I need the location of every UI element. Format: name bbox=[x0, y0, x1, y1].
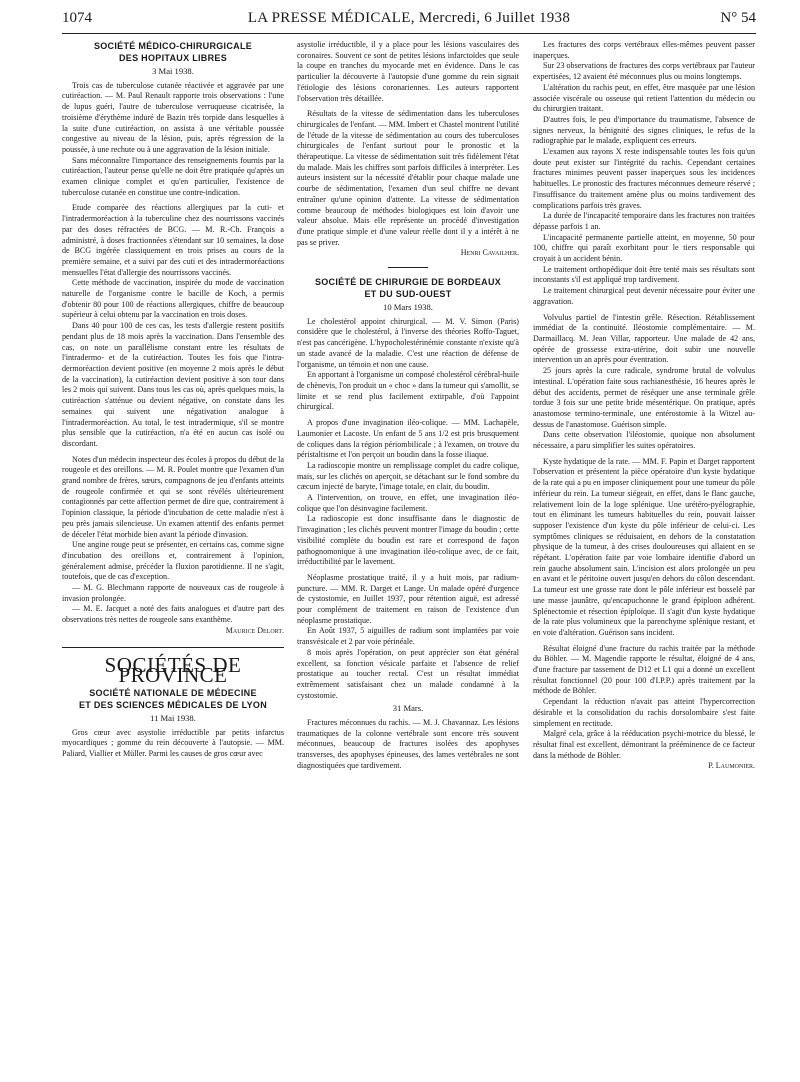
paragraph: L'examen aux rayons X reste indispensable toutes les fois qu'un doute peut exister sur l'intégrité du rachis. Cependant certaines fractures minimes peuvent passer inaperçues sous les incidences habituelles. Le pronostic des fractures méconnues demeure réservé ; l'insuffisance du traitement amène plus ou moins tardivement des complications parfois très graves. bbox=[533, 147, 755, 210]
paragraph: Sur 23 observations de fractures des corps vertébraux par l'auteur expertisées, 12 avaient été méconnues plus ou moins longtemps. bbox=[533, 61, 755, 82]
paragraph: Le traitement chirurgical peut devenir nécessaire pour éviter une aggravation. bbox=[533, 286, 755, 306]
paragraph: Gros cœur avec asystolie irréductible par petits infarctus myocardiques ; gomme du rein découverte à l'autopsie. — MM. Paliard, Viallier et Müller. Parmi les causes de gros cœur avec bbox=[62, 727, 284, 759]
paragraph: Les fractures des corps vertébraux elles-mêmes peuvent passer inaperçues. bbox=[533, 40, 755, 60]
paragraph: En apportant à l'organisme un composé cholestérol cérébral-huile de chènevis, l'on produit un « choc » dans la tumeur qui s'amollit, se limite et se rend plus facilement extirpable, d'où l'appoint chirurgical. bbox=[297, 370, 519, 412]
author-signature: Maurice Delort. bbox=[225, 625, 284, 635]
paragraph: L'incapacité permanente partielle atteint, en moyenne, 50 pour 100, chiffre qui paraît exorbitant pour le tiers responsable qui croyait à un accident bénin. bbox=[533, 232, 755, 264]
society-heading: ET DES SCIENCES MÉDICALES DE LYON bbox=[78, 699, 268, 710]
session-date: 3 Mai 1938. bbox=[152, 66, 194, 76]
paragraph: Cependant la réduction n'avait pas atteint l'hypercorrection désirable et la consolidation du rachis dorsolombaire s'est faite simplement en rectitude. bbox=[533, 697, 755, 728]
paragraph: La durée de l'incapacité temporaire dans les fractures non traitées dépasse parfois 1 an. bbox=[533, 211, 755, 231]
paragraph: A l'intervention, on trouve, en effet, une invagination iléo-colique que l'on désinvagine facilement. bbox=[297, 493, 519, 513]
page-number: 1074 bbox=[62, 10, 92, 26]
separator-rule bbox=[388, 267, 428, 268]
section-title: SOCIÉTÉS DE PROVINCE bbox=[62, 647, 284, 681]
paragraph: Une angine rouge peut se présenter, en certains cas, comme signe d'incubation des oreillons et, contrairement à l'opinion, généralement admise, précéder la fluxion parotidienne. Il ne s'agit, toutefois, que de cas d'exception. bbox=[62, 540, 284, 582]
column-3 bbox=[533, 40, 755, 772]
paragraph: 25 jours après la cure radicale, syndrome brutal de volvulus intestinal. L'opération faite sous rachianesthésie, 16 heures après le début des accidents, permet de réséquer une anse terminale grêle tordue 3 fois sur une petite bride mésentérique. On pratique, après anastomose termino-terminale, une entérostomie à la Witzel au-dessus de l'anastomose. Guérison simple. bbox=[533, 366, 755, 429]
paragraph: La radioscopie montre un remplissage complet du cadre colique, mais, sur les clichés on aperçoit, se détachant sur le fond sombre du cæcum injecté de baryte, l'image totale, en clair, du boudin. bbox=[297, 460, 519, 492]
paragraph: Kyste hydatique de la rate. — MM. F. Papin et Darget rapportent l'observation et présentent la pièce opératoire d'un kyste hydatique de la rate qui a pu en imposer cliniquement pour une tumeur du pôle inférieur du rein. La tumeur siégeait, en effet, dans le flanc gauche, relativement loin de la loge splénique. Une urétéro-pyélographie, tout en éliminant les tumeurs habituelles du rein, pouvait laisser supposer l'existence d'un kyste du pôle inférieur de celui-ci. Les symptômes cliniques se réduisaient, en dehors de la constatation physique de la tumeur, à des crises douloureuses qui allaient en se répétant. L'opération faite par voie lombaire identifie d'abord un rein gauche absolument sain. L'incision est alors prolongée un peu en avant et le péritoine ouvert jusqu'en dehors du côlon descendant. La tumeur est une grosse rate dont le pôle inférieur est bosselé par une masse jaunâtre, qu'encapuchonne le grand épiploon adhérent. Splénectomie et résection épiploïque. Il s'agit d'un kyste hydatique de la rate plus volumineux que la parenchyme splénique restant, et en voie d'altération. Guérison sans incident. bbox=[533, 456, 755, 637]
society-heading: SOCIÉTÉ DE CHIRURGIE DE BORDEAUX bbox=[314, 277, 502, 288]
paragraph: — M. E. Jacquet a noté des faits analogues et d'autre part des observations très nettes de rougeole sans exanthème. bbox=[62, 604, 284, 625]
paragraph: Résultat éloigné d'une fracture du rachis traitée par la méthode du Böhler. — M. Magendie rapporte le résultat, éloigné de 4 ans, d'une fracture par tassement de D12 et L1 qui a donné un excellent résultat fonctionnel (20 pour 100 d'I.P.P.) après traitement par la méthode de Böhler. bbox=[533, 643, 755, 696]
journal-title: LA PRESSE MÉDICALE, Mercredi, 6 Juillet 1938 bbox=[247, 10, 571, 26]
paragraph: En Août 1937, 5 aiguilles de radium sont implantées par voie transvésicale et 2 par voie périnéale. bbox=[297, 626, 519, 647]
author-signature: Henri Cavailher. bbox=[460, 248, 519, 258]
paragraph: Le traitement orthopédique doit être tenté mais ses résultats sont inconstants s'il est appliqué trop tardivement. bbox=[533, 264, 755, 285]
paragraph: Etude comparée des réactions allergiques par la cuti- et l'intradermoréaction à la tuberculine chez des nourrissons vaccinés par des doses réfractées de BCG. — M. R.-Ch. François a administré, à doses fractionnées s'étendant sur 10 semaines, la dose de BCG ingérée classiquement en trois prises au cours de la première semaine, et a suivi par des cuti et des intradermoréactions mensuelles l'état d'allergie des nourrissons vaccinés. bbox=[62, 203, 284, 277]
paragraph: Le cholestérol appoint chirurgical. — M. V. Simon (Paris) considère que le cholestérol, à l'inverse des théories Roffo-Taguet, n'est pas cancérigène. L'hypocholestérinémie constante n'existe qu'à un stade avancé de la maladie. C'est une réaction de défense de l'organisme, un témoin et non une cause. bbox=[297, 316, 519, 369]
paragraph: Volvulus partiel de l'intestin grêle. Résection. Rétablissement immédiat de la continuité. Iléostomie complémentaire. — M. Darmaillacq. M. Jean Villar, rapporteur. Une malade de 42 ans, opérée de grossesse extra-utérine, doit subir une nouvelle intervention un an après pour éventration. bbox=[533, 312, 755, 365]
society-heading: ET DU SUD-OUEST bbox=[364, 289, 452, 300]
issue-number: N° 54 bbox=[720, 10, 756, 26]
session-date: 11 Mai 1938. bbox=[150, 712, 196, 723]
paragraph: Trois cas de tuberculose cutanée réactivée et aggravée par une cutiréaction. — M. Paul Renault rapporte trois observations : l'une de lupus guéri, l'autre de tuberculose verruqueuse cicatrisée, la troisième d'érythème induré de Bazin très torpide dans lesquelles à la suite d'une cutiréaction, on assista à une véritable poussée congestive au niveau de la lésion, puis, après régression de la poussée, à une rechute ou à une aggravation de la lésion initiale. bbox=[62, 80, 284, 154]
paragraph: Sans méconnaître l'importance des renseignements fournis par la cutiréaction, l'auteur pense qu'elle ne doit être pratiquée qu'après un examen clinique complet et qu'en particulier, l'existence de tuberculose cutanée en constitue une contre-indication. bbox=[62, 155, 284, 197]
society-heading: DES HOPITAUX LIBRES bbox=[118, 53, 228, 63]
session-date: 31 Mars. bbox=[392, 703, 424, 714]
paragraph: D'autres fois, le peu d'importance du traumatisme, l'absence de signes nerveux, la bénignité des signes cliniques, le refus de la radiographie par le malade, expliquent ces erreurs. bbox=[533, 114, 755, 146]
paragraph: asystolie irréductible, il y a place pour les lésions vasculaires des coronaires. Souvent ce sont de petites lésions infarctoïdes que seule la coupe en tranches du myocarde met en évidence. Dans le cas particulier la découverte à l'autopsie d'une gomme du rein signait l'étiologie des lésions coronariennes. Les auteurs rapportent l'observation très détaillée. bbox=[297, 40, 519, 103]
header-rule bbox=[62, 33, 756, 34]
society-heading: SOCIÉTÉ MÉDICO-CHIRURGICALE bbox=[93, 41, 253, 51]
paragraph: Résultats de la vitesse de sédimentation dans les tuberculoses chirurgicales de l'enfant. — MM. Imbert et Chastel montrent l'utilité de l'étude de la vitesse de sédimentation au cours des tuberculoses chirurgicales de l'enfant surtout pour le pronostic et la thérapeutique. La vitesse de sédimentation suit très fidèlement l'état du malade. Mais les chiffres sont parfois difficiles à interpréter. Les auteurs insistent sur la nécessité d'établir pour chaque malade une courbe de sédimentation, l'examen d'un seul chiffre ne devant entraîner qu'une opinion d'attente. La vitesse de sédimentation comme beaucoup de méthodes biologiques est loin d'avoir une valeur absolue. Mais elle représente un procédé d'investigation d'une pratique simple et d'une valeur réelle dont il y a intérêt à ne pas se priver. bbox=[297, 109, 519, 247]
paragraph: A propos d'une invagination iléo-colique. — MM. Lachapèle, Laumonier et Lacoste. Un enfant de 5 ans 1/2 est pris brusquement de coliques dans la région périombilicale ; à l'examen, on trouve du péristaltisme et l'on perçoit un boudin dans la fosse iliaque. bbox=[297, 418, 519, 460]
paragraph: Notes d'un médecin inspecteur des écoles à propos du début de la rougeole et des oreillons. — M. R. Poulet montre que l'examen d'un grand nombre de frères, sœurs, compagnons de jeu d'enfants atteints de rougeole confirmée et qui se sont révélés ultérieurement contagionnés par cette affection permet de dire que, contrairement à l'opinion classique, la période d'incubation de cette maladie n'est à peu près jamais silencieuse. Un examen attentif des enfants permet de déceler l'état morbide bien avant la période d'invasion. bbox=[62, 454, 284, 539]
paragraph: Malgré cela, grâce à la rééducation psychi-motrice du blessé, le résultat final est excellent, démontrant la prééminence de ce facteur dans la méthode de Böhler. bbox=[533, 729, 755, 760]
paragraph: Dans 40 pour 100 de ces cas, les tests d'allergie restent positifs pendant plus de 18 mois après la vaccination. Dans l'ensemble des cas, on note un parallélisme constant entre les résultats de l'intradermo- et de la cutiréaction. Toutes les fois que l'intra-dermoréaction devient positive (en moyenne 2 mois après le début de la vaccination), la cutiréaction devient positive à son tour dans les 2 mois qui suivent. Dans tous les cas où, après quelques mois, la cutiréaction s'atténue ou devient négative, on constate dans les semaines qui suivent une négativation analogue à l'intradermoréaction. Au total, le test intradermique, s'il se montre plus sensible que la cutiréaction, n'a été en aucun cas isolé ou discordant. bbox=[62, 321, 284, 448]
column-1 bbox=[62, 40, 284, 760]
paragraph: Cette méthode de vaccination, inspirée du mode de vaccination naturelle de l'organisme contre le bacille de Koch, a permis d'obtenir 80 pour 100 de réactions allergiques, chiffre de beaucoup supérieur à celui obtenu par la vaccination en trois doses. bbox=[62, 278, 284, 320]
column-2 bbox=[297, 40, 519, 772]
paragraph: — M. G. Blechmann rapporte de nouveaux cas de rougeole à invasion prolongée. bbox=[62, 583, 284, 603]
paragraph: La radioscopie est donc insuffisante dans le diagnostic de l'invagination ; les clichés peuvent montrer l'image du boudin ; cette visibilité complète du boudin est rare et correspond de façon pathognomonique à une invagination iléo-colique avec, de ce fait, irréductibilité par le lavement. bbox=[297, 514, 519, 567]
paragraph: Fractures méconnues du rachis. — M. J. Chavannaz. Les lésions traumatiques de la colonne vertébrale sont encore très souvent méconnues, beaucoup de fractures isolées des apophyses transverses, des apophyses épineuses, des lames vertébrales ne sont diagnostiquées que tardivement. bbox=[297, 718, 519, 770]
author-signature: P. Laumonier. bbox=[708, 761, 755, 771]
paragraph: Néoplasme prostatique traité, il y a huit mois, par radium-puncture. — MM. R. Darget et Lange. Un malade opéré d'urgence de cystostomie, en Juillet 1937, pour rétention aiguë, est adressé pour complément de traitement en raison de l'existence d'un néoplasme prostatique. bbox=[297, 572, 519, 625]
paragraph: Dans cette observation l'iléostomie, quoique non absolument nécessaire, a paru simplifier les suites opératoires. bbox=[533, 430, 755, 451]
society-heading: SOCIÉTÉ NATIONALE DE MÉDECINE bbox=[89, 687, 257, 698]
page-header bbox=[62, 10, 756, 28]
paragraph: 8 mois après l'opération, on peut apprécier son état général excellent, sa fonction vésicale parfaite et l'absence de relief prostatique au toucher rectal. C'est un résultat immédiat extrêmement satisfaisant chez un malade condamné à la cystostomie. bbox=[297, 647, 519, 700]
session-date: 10 Mars 1938. bbox=[383, 302, 433, 313]
paragraph: L'altération du rachis peut, en effet, être masquée par une lésion associée viscérale ou osseuse qui retient l'attention du médecin ou du chirurgien traitant. bbox=[533, 82, 755, 114]
